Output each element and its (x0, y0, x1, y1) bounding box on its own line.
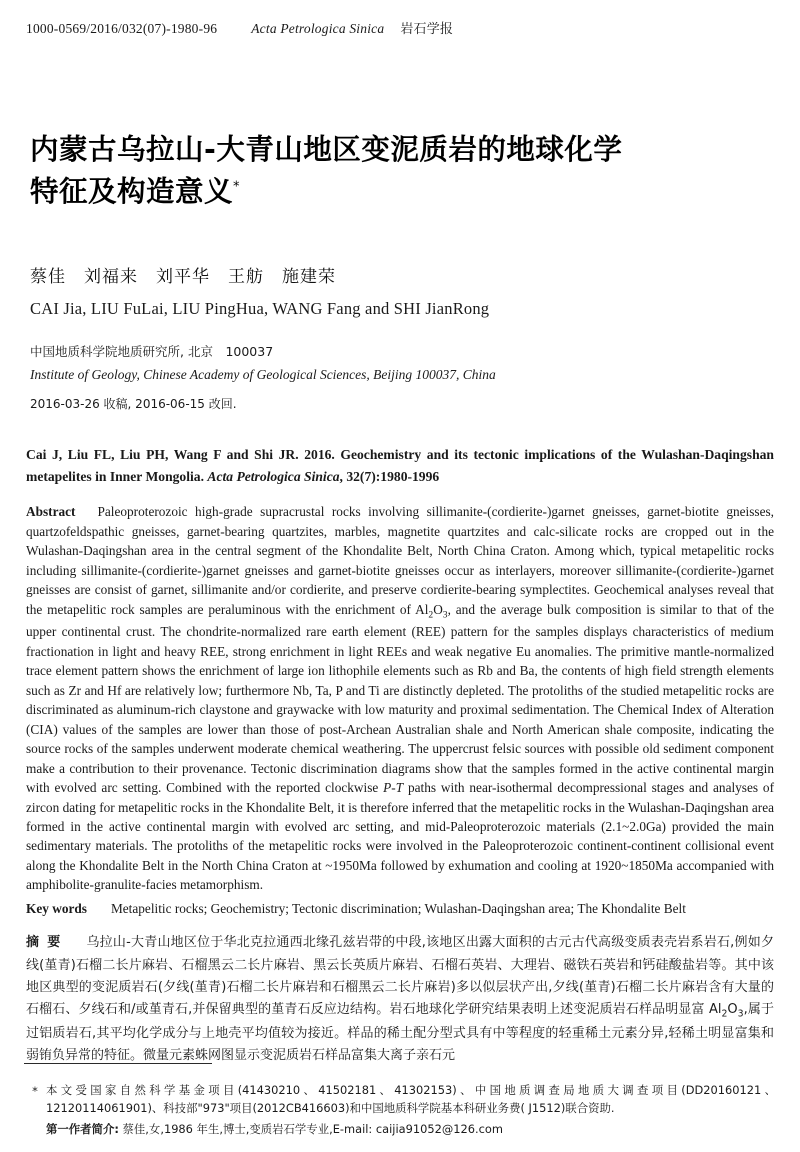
keywords-block (24, 899, 776, 918)
first-author-text: 蔡佳,女,1986 年生,博士,变质岩石学专业,E-mail: caijia91052@126.com (118, 1121, 503, 1136)
chinese-abstract-formula-sub2: 3 (737, 1008, 744, 1020)
footnotes-block (24, 1081, 776, 1138)
page-title-line2: 特征及构造意义 (30, 175, 234, 209)
affiliation-cn: 中国地质科学院地质研究所, 北京 100037 (30, 343, 274, 359)
abstract-part1: Paleoproterozoic high-grade supracrustal rocks involving sillimanite-(cordierite-)garnet gneisses, garnet-biotite gneisses, quartzofeldspathic gneisses, garnet-bearing quartzites, marbles, magnetite quartzites and calc-silicate rocks are cropped out in the Wulashan-Daqingshan area in the central segment of the Khondalite Belt, North China Craton. Among which, typical metapelitic rocks including sillimanite-(cordierite-)garnet gneisses and garnet-biotite gneisses occur as interlayers, moreover sillimanite-(cordierite-)garnet gneisses are consist of garnet, sillimanite and/or cordierite, and preserve cordierite-bearing symplectites. Geochemical analyses reveal that the metapelitic rock samples are peraluminous with the enrichment of Al (26, 504, 774, 617)
authors-en: CAI Jia, LIU FuLai, LIU PingHua, WANG Fang and SHI JianRong (30, 298, 490, 318)
abstract-formula-sub1: 2 (428, 609, 434, 621)
citation-block (24, 444, 776, 488)
chinese-abstract-label: 摘要 (26, 935, 69, 951)
keywords-label: Key words (26, 900, 87, 916)
citation-suffix: , 32(7):1980-1996 (339, 469, 440, 485)
affiliation-block (24, 341, 776, 414)
author-cn-5: 施建荣 (282, 267, 336, 288)
funding-text: 本文受国家自然科学基金项目(41430210、41502181、41302153)、中国地质调查局地质大调查项目(DD20160121、12120114061901)、科技部"973"项目(2012CB416603)和中国地质科学院基本科研业务费( J1512)联合资助. (46, 1082, 776, 1116)
affiliation-en: Institute of Geology, Chinese Academy of Geological Sciences, Beijing 100037, China (30, 367, 496, 383)
page-title-line2-wrap (30, 171, 776, 213)
authors-block (24, 265, 776, 319)
chinese-abstract-part1: 乌拉山-大青山地区位于华北克拉通西北缘孔兹岩带的中段,该地区出露大面积的古元古代高级变质表壳岩系岩石,例如夕线(堇青)石榴二长片麻岩、石榴黑云二长片麻岩、黑云长英质片麻岩、石榴石英岩、大理岩、磁铁石英岩和钙硅酸盐岩等。其中该地区典型的变泥质岩石(夕线(堇青)石榴二长片麻岩和石榴黑云二长片麻岩)多以似层状产出,夕线(堇青)石榴二长片麻岩含有大量的石榴石、夕线石和/或堇青石,并保留典型的堇青石反应边结构。岩石地球化学研究结果表明上述变泥质岩石样品明显富 Al (26, 935, 774, 1018)
author-cn-4: 王舫 (228, 267, 264, 288)
chinese-abstract-part2: ,属于过铝质岩石,其平均化学成分与上地壳平均值较为接近。样品的稀土配分型式具有中等程度的轻重稀土元素分异,轻稀土明显富集和弱铕负异常的特征。微量元素蛛网图显示变泥质岩石样品富集大离子亲石元 (26, 1002, 774, 1064)
citation-prefix: Cai J, Liu FL, Liu PH, Wang F and Shi JR. 2016. Geochemistry and its tectonic implications of the Wulashan-Daqingshan metapelites in Inner Mongolia. (26, 447, 774, 485)
footnote-divider (24, 1063, 212, 1064)
abstract-pt-italic: P-T (383, 780, 404, 796)
chinese-abstract-formula-mid: O (727, 1002, 738, 1018)
abstract-part3: paths with near-isothermal decompressional stages and analyses of zircon dating for metapelitic rocks in the Khondalite Belt, it is therefore inferred that the metapelitic rocks in the Wulashan-Daqingshan area formed in the active continental margin with evolved arc setting, and mid-Paleoproterozoic materials (2.1~2.0Ga) provided the main sedimentary materials. The protoliths of the metapelitic rocks were involved in the Paleoproterozoic continent-continent collisional event along the Khondalite Belt in the North China Craton at ~1950Ma followed by exhumation and cooling at 1920~1850Ma accompanied with amphibolite-granulite-facies metamorphism. (26, 780, 774, 893)
first-author-bio (24, 1120, 776, 1138)
journal-name-en: Acta Petrologica Sinica (251, 21, 385, 36)
author-cn-2: 刘福来 (84, 267, 138, 288)
footnote-star-marker: * (32, 1083, 38, 1098)
received-revised-dates: 2016-03-26 收稿, 2016-06-15 改回. (30, 397, 237, 412)
authors-cn (30, 265, 776, 291)
title-footnote-marker: * (233, 179, 241, 195)
page-title-line1: 内蒙古乌拉山-大青山地区变泥质岩的地球化学 (30, 133, 623, 166)
keywords-text: Metapelitic rocks; Geochemistry; Tectonic discrimination; Wulashan-Daqingshan area; The Khondalite Belt (110, 900, 686, 916)
journal-name-cn: 岩石学报 (400, 22, 454, 37)
chinese-abstract-formula-sub1: 2 (721, 1008, 728, 1020)
author-cn-1: 蔡佳 (30, 267, 66, 288)
abstract-block (24, 502, 776, 895)
funding-footnote (24, 1081, 776, 1118)
abstract-part2: , and the average bulk composition is similar to that of the upper continental crust. The chondrite-normalized rare earth element (REE) pattern for the samples displays characteristics of medium fractionation in light and heavy REE, strong enrichment in light REEs and weak negative Eu anomalies. The primitive mantle-normalized trace element pattern shows the enrichment of large ion lithophile elements such as Rb and Ba, the contents of high field strength elements such as Zr and Hf are relatively low; furthermore Nb, Ta, P and Ti are distinctly depleted. The protoliths of the studied metapelitic rocks are discriminated as aluminum-rich claystone and graywacke with low maturity and proximal sedimentation. The Chemical Index of Alteration (CIA) values of the samples are lower than those of post-Archean Australian shale and North American shale composite, indicating the source rocks of the samples underwent moderate chemical weathering. The uppercrust felsic sources with possible old sediment component make a contribution to their provenance. Tectonic discrimination diagrams show that the samples formed in the active continental margin with evolved arc setting. Combined with the reported clockwise (26, 601, 775, 796)
article-code: 1000-0569/2016/032(07)-1980-96 (26, 21, 218, 36)
title-block (24, 129, 776, 213)
running-head (24, 18, 776, 37)
abstract-label: Abstract (26, 504, 76, 520)
abstract-formula-mid: O (433, 601, 443, 617)
author-cn-3: 刘平华 (156, 267, 210, 288)
first-author-label: 第一作者简介: (46, 1121, 119, 1136)
chinese-abstract-block (24, 932, 776, 1067)
abstract-formula-sub2: 3 (442, 609, 448, 621)
citation-journal: Acta Petrologica Sinica (207, 469, 340, 485)
